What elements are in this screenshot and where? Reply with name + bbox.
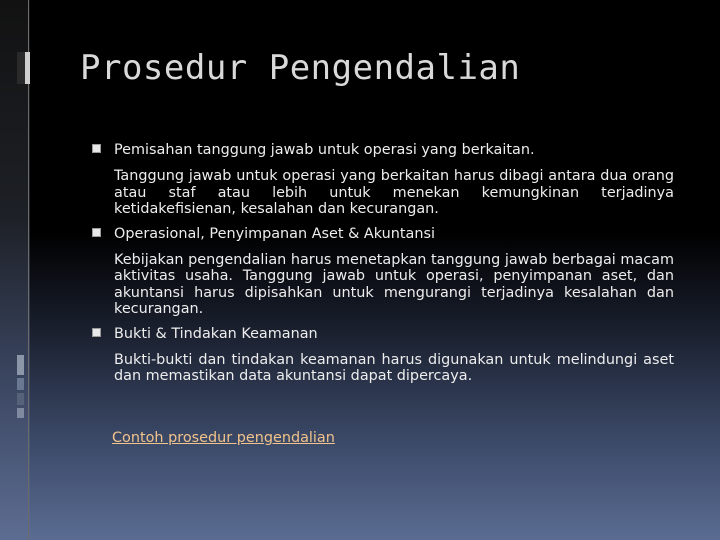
title-marker-dark [17, 52, 25, 84]
square-bullet-icon [92, 328, 101, 337]
side-marker-1 [17, 355, 24, 375]
bullet-item-3 [92, 324, 674, 385]
square-bullet-icon [92, 144, 101, 153]
bullet-item-1 [92, 140, 674, 218]
side-marker-4 [17, 408, 24, 418]
slide-title: Prosedur Pengendalian [80, 48, 521, 88]
side-marker-3 [17, 393, 24, 405]
bullet-heading: Bukti & Tindakan Keamanan [114, 325, 318, 342]
side-marker-2 [17, 378, 24, 390]
bullet-heading: Operasional, Penyimpanan Aset & Akuntansi [114, 225, 435, 242]
bullet-list [92, 140, 674, 391]
bullet-heading: Pemisahan tanggung jawab untuk operasi yang berkaitan. [114, 142, 535, 158]
bullet-body: Tanggung jawab untuk operasi yang berkaitan harus dibagi antara dua orang atau staf atau lebih untuk menekan kemungkinan terjadinya ketidakefisienan, kesalahan dan kecurangan. [114, 168, 674, 217]
bullet-body: Kebijakan pengendalian harus menetapkan tanggung jawab berbagai macam aktivitas usaha. Tanggung jawab untuk operasi, penyimpanan aset, dan akuntansi harus dipisahkan untuk mengurangi terjadinya kesalahan dan kecurangan. [114, 251, 674, 317]
bullet-body: Bukti-bukti dan tindakan keamanan harus digunakan untuk melindungi aset dan memastikan data akuntansi dapat dipercaya. [114, 351, 674, 384]
example-procedure-link[interactable]: Contoh prosedur pengendalian [112, 430, 335, 446]
square-bullet-icon [92, 228, 101, 237]
bullet-item-2 [92, 224, 674, 318]
